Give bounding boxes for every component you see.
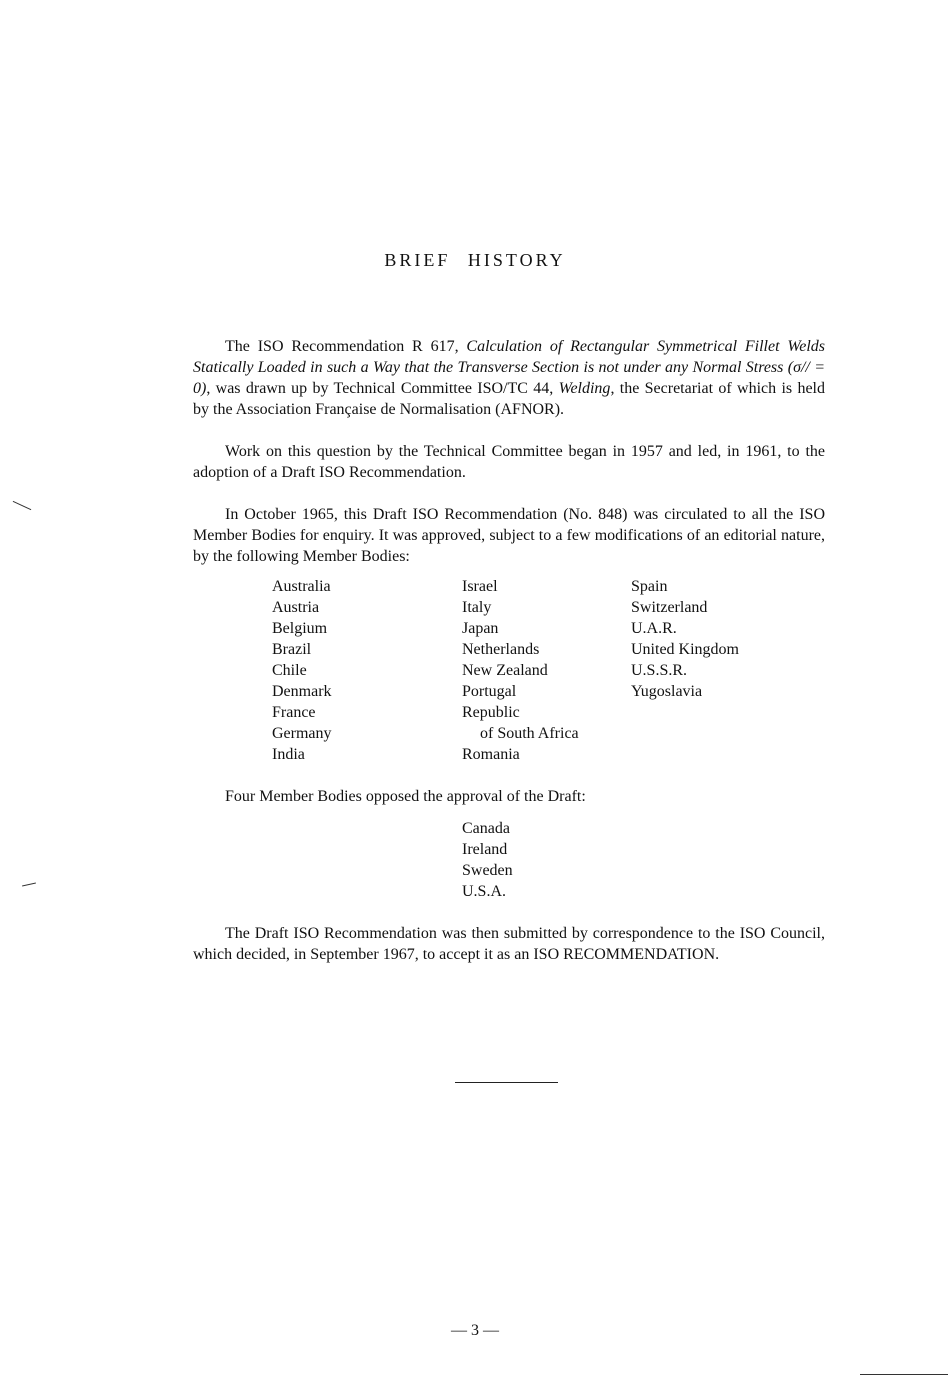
member-body: Israel <box>462 578 498 595</box>
opposed-member-body: Canada <box>462 820 510 837</box>
member-body: Brazil <box>272 641 312 658</box>
p1-formula: (σ// = 0) <box>193 359 826 397</box>
p1-text-part2: , was drawn up by Technical Committee ISO/TC 44, <box>206 380 559 397</box>
member-body: Chile <box>272 662 307 679</box>
member-body: Netherlands <box>462 641 540 658</box>
scan-edge-mark <box>860 1374 948 1375</box>
p1-recommendation-title: Calculation of Rectangular Symmetrical Fillet Welds Statically Loaded in such a Way that the Transverse Section is not under any Normal Stress <box>193 338 826 376</box>
member-body: Spain <box>631 578 668 595</box>
p4-text: The Draft ISO Recommendation was then submitted by correspondence to the ISO Council, which decided, in September 1967, to accept it as an ISO RECOMMENDATION. <box>193 925 825 963</box>
member-body: Yugoslavia <box>631 683 703 700</box>
opposed-member-body: Ireland <box>462 841 508 858</box>
member-body: Belgium <box>272 620 328 637</box>
member-body: Japan <box>462 620 499 637</box>
p1-text-part1: The ISO Recommendation R 617, <box>225 338 467 355</box>
scan-margin-mark <box>22 883 36 887</box>
p1-text-part3: , the Secretariat of which is held by the Association Française de Normalisation (AFNOR). <box>193 380 825 418</box>
member-body: United Kingdom <box>631 641 739 658</box>
opposed-member-body: U.S.A. <box>462 883 507 900</box>
opposed-list <box>462 818 513 902</box>
paragraph-acceptance <box>193 923 825 965</box>
member-body: Portugal <box>462 683 517 700</box>
member-body-continuation: of South Africa <box>480 725 579 742</box>
p2-text: Work on this question by the Technical Committee began in 1957 and led, in 1961, to the adoption of a Draft ISO Recommendation. <box>193 443 825 481</box>
scan-margin-mark <box>13 501 32 510</box>
member-body: Germany <box>272 725 332 742</box>
member-body: India <box>272 746 305 763</box>
member-body: Australia <box>272 578 331 595</box>
member-body: Denmark <box>272 683 332 700</box>
p1-committee-name: Welding <box>558 380 611 397</box>
section-divider <box>455 1082 558 1083</box>
member-bodies-column-1 <box>272 576 332 765</box>
page-title: BRIEF HISTORY <box>384 250 566 270</box>
paragraph-origin <box>193 336 825 420</box>
member-bodies-column-3 <box>631 576 739 702</box>
member-body: U.S.S.R. <box>631 662 688 679</box>
opposed-label: Four Member Bodies opposed the approval of the Draft: <box>225 788 586 805</box>
member-body: U.A.R. <box>631 620 677 637</box>
p3-text: In October 1965, this Draft ISO Recommendation (No. 848) was circulated to all the ISO Member Bodies for enquiry. It was approved, subject to a few modifications of an editorial nature, by the following Member Bodies: <box>193 506 825 565</box>
member-bodies-column-2 <box>462 576 579 765</box>
member-body: France <box>272 704 316 721</box>
member-body: Switzerland <box>631 599 708 616</box>
member-body: Republic <box>462 704 520 721</box>
member-body: New Zealand <box>462 662 548 679</box>
paragraph-work <box>193 441 825 483</box>
opposed-member-body: Sweden <box>462 862 513 879</box>
paragraph-enquiry <box>193 504 825 567</box>
member-body: Austria <box>272 599 320 616</box>
member-body: Italy <box>462 599 492 616</box>
page-number: — 3 — <box>451 1322 499 1339</box>
member-body: Romania <box>462 746 520 763</box>
